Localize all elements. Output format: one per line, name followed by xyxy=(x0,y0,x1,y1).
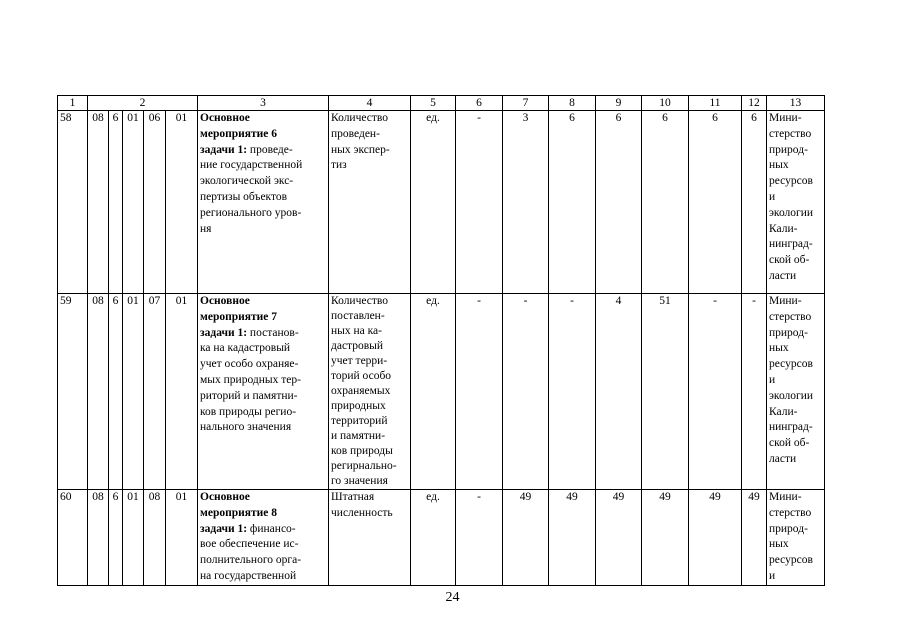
code-cell: 06 xyxy=(144,111,166,294)
header-cell: 12 xyxy=(742,96,767,111)
code-cell: 6 xyxy=(109,490,123,586)
value-cell: - xyxy=(503,294,549,490)
row-number: 58 xyxy=(58,111,88,294)
code-cell: 6 xyxy=(109,294,123,490)
code-cell: 08 xyxy=(144,490,166,586)
header-cell: 8 xyxy=(549,96,596,111)
value-cell: 49 xyxy=(549,490,596,586)
header-cell: 9 xyxy=(596,96,642,111)
executor-cell: Мини- стерство природ- ных ресурсов и xyxy=(767,490,825,586)
measure-description: постанов- ка на кадастровый учет особо охраняе- мых природных тер- риторий и памятни- ков природы регио- нального значения xyxy=(200,326,301,434)
code-cell: 01 xyxy=(123,490,144,586)
code-cell: 01 xyxy=(166,490,198,586)
header-cell: 5 xyxy=(411,96,456,111)
table-row xyxy=(58,294,825,490)
indicator-cell: Штатная численность xyxy=(329,490,411,586)
executor-cell: Мини- стерство природ- ных ресурсов и экологии Кали- нинград- ской об- ласти xyxy=(767,111,825,294)
measure-title: Основное мероприятие 7 задачи 1: xyxy=(200,295,277,339)
code-cell: 08 xyxy=(88,294,109,490)
header-cell: 3 xyxy=(198,96,329,111)
measure-description: финансо- вое обеспечение ис- полнительного орга- на государственной xyxy=(200,522,302,582)
unit-cell: ед. xyxy=(411,490,456,586)
measure-cell xyxy=(198,490,329,586)
value-cell: - xyxy=(549,294,596,490)
value-cell: 6 xyxy=(596,111,642,294)
indicator-cell: Количество проведен- ных экспер- тиз xyxy=(329,111,411,294)
code-cell: 08 xyxy=(88,490,109,586)
header-row xyxy=(58,96,825,111)
header-cell: 11 xyxy=(689,96,742,111)
code-cell: 01 xyxy=(123,294,144,490)
header-cell: 6 xyxy=(456,96,503,111)
measure-cell xyxy=(198,111,329,294)
value-cell: 49 xyxy=(596,490,642,586)
measure-cell xyxy=(198,294,329,490)
value-cell: - xyxy=(456,490,503,586)
code-cell: 01 xyxy=(166,111,198,294)
value-cell: 49 xyxy=(742,490,767,586)
value-cell: - xyxy=(689,294,742,490)
indicator-cell: Количество поставлен- ных на ка- дастровый учет терри- торий особо охраняемых природных территорий и памятни- ков природы регирнально- го значения xyxy=(329,294,411,490)
header-cell: 2 xyxy=(88,96,198,111)
table-row xyxy=(58,111,825,294)
value-cell: 6 xyxy=(742,111,767,294)
code-cell: 01 xyxy=(166,294,198,490)
code-cell: 08 xyxy=(88,111,109,294)
value-cell: 49 xyxy=(642,490,689,586)
value-cell: - xyxy=(742,294,767,490)
data-table xyxy=(57,95,825,586)
row-number: 59 xyxy=(58,294,88,490)
header-cell: 13 xyxy=(767,96,825,111)
code-cell: 07 xyxy=(144,294,166,490)
header-cell: 7 xyxy=(503,96,549,111)
value-cell: - xyxy=(456,111,503,294)
header-cell: 4 xyxy=(329,96,411,111)
value-cell: 49 xyxy=(503,490,549,586)
unit-cell: ед. xyxy=(411,111,456,294)
value-cell: 49 xyxy=(689,490,742,586)
code-cell: 6 xyxy=(109,111,123,294)
unit-cell: ед. xyxy=(411,294,456,490)
value-cell: 6 xyxy=(689,111,742,294)
value-cell: 3 xyxy=(503,111,549,294)
measure-title: Основное мероприятие 8 задачи 1: xyxy=(200,491,277,535)
value-cell: 51 xyxy=(642,294,689,490)
header-cell: 1 xyxy=(58,96,88,111)
measure-title: Основное мероприятие 6 задачи 1: xyxy=(200,112,277,156)
executor-cell: Мини- стерство природ- ных ресурсов и экологии Кали- нинград- ской об- ласти xyxy=(767,294,825,490)
table-row xyxy=(58,490,825,586)
header-cell: 10 xyxy=(642,96,689,111)
code-cell: 01 xyxy=(123,111,144,294)
value-cell: 6 xyxy=(549,111,596,294)
page-number: 24 xyxy=(445,590,460,605)
value-cell: - xyxy=(456,294,503,490)
value-cell: 6 xyxy=(642,111,689,294)
measure-description: проведе- ние государственной экологической экс- пертизы объектов регионального уров- ня xyxy=(200,143,303,235)
row-number: 60 xyxy=(58,490,88,586)
value-cell: 4 xyxy=(596,294,642,490)
